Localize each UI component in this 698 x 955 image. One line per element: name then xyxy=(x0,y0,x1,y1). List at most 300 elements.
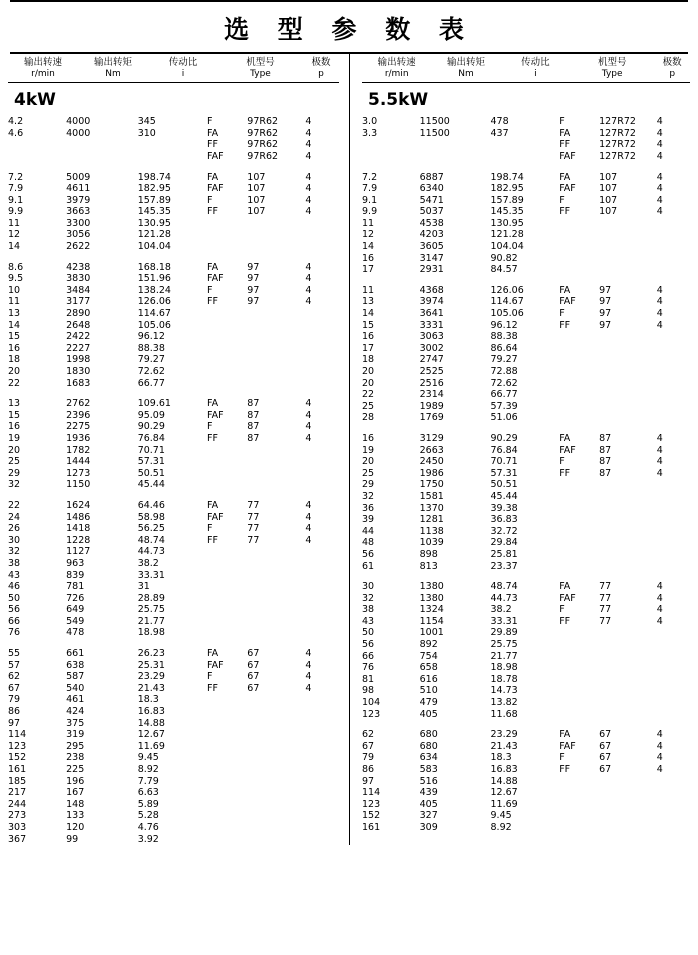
spec-table xyxy=(8,116,339,845)
cell-model: 87 xyxy=(247,432,260,444)
cell-model xyxy=(247,718,305,730)
cell-type-prefix: FF xyxy=(559,206,571,218)
table-row xyxy=(8,445,339,457)
cell-output-torque: 549 xyxy=(66,615,85,627)
cell-output-speed: 97 xyxy=(8,717,21,729)
table-row xyxy=(362,296,690,308)
cell-output-torque: 6887 xyxy=(419,171,444,183)
cell-model xyxy=(247,354,305,366)
cell-output-speed: 36 xyxy=(362,502,375,514)
cell-model xyxy=(247,581,305,593)
columns-container xyxy=(8,54,690,845)
cell-type-prefix: FF xyxy=(559,467,571,479)
cell-poles xyxy=(657,412,690,424)
cell-output-torque: 2762 xyxy=(66,398,91,410)
cell-model xyxy=(599,561,657,573)
table-row xyxy=(8,343,339,355)
table-row xyxy=(362,741,690,753)
cell-output-speed: 22 xyxy=(362,389,375,401)
header-ratio-cn: 传动比 xyxy=(521,57,550,68)
cell-model: 97 xyxy=(599,308,612,320)
cell-poles xyxy=(657,491,690,503)
header-poles xyxy=(654,57,690,80)
cell-model xyxy=(599,709,657,721)
cell-type-prefix: F xyxy=(207,421,213,433)
cell-output-torque: 1324 xyxy=(419,604,444,616)
cell-poles: 4 xyxy=(305,511,312,523)
table-row xyxy=(362,320,690,332)
table-row xyxy=(362,139,690,151)
cell-output-speed: 43 xyxy=(362,615,375,627)
cell-type-prefix xyxy=(207,378,247,390)
cell-poles: 4 xyxy=(305,398,312,410)
cell-model: 77 xyxy=(599,615,612,627)
cell-output-speed: 16 xyxy=(362,252,375,264)
cell-type-prefix: FAF xyxy=(559,296,576,308)
cell-poles: 4 xyxy=(656,296,663,308)
cell-ratio: 182.95 xyxy=(490,183,524,195)
table-row xyxy=(362,514,690,526)
cell-output-speed: 217 xyxy=(8,787,27,799)
table-row xyxy=(8,616,339,628)
cell-ratio: 437 xyxy=(490,127,509,139)
column-55kw xyxy=(349,54,690,845)
table-row xyxy=(8,660,339,672)
cell-ratio: 45.44 xyxy=(490,490,518,502)
table-row xyxy=(8,479,339,491)
cell-output-speed: 38 xyxy=(8,557,21,569)
cell-output-torque: 3979 xyxy=(66,194,91,206)
cell-poles: 4 xyxy=(656,183,663,195)
cell-ratio: 14.88 xyxy=(137,717,165,729)
cell-output-torque: 1936 xyxy=(66,432,91,444)
cell-poles xyxy=(657,514,690,526)
table-row xyxy=(362,366,690,378)
cell-poles: 4 xyxy=(305,534,312,546)
cell-output-torque: 424 xyxy=(66,706,85,718)
cell-output-speed: 15 xyxy=(8,409,21,421)
cell-output-speed: 11 xyxy=(362,284,375,296)
table-row xyxy=(8,639,339,660)
cell-model xyxy=(247,706,305,718)
cell-type-prefix: F xyxy=(207,194,213,206)
cell-type-prefix xyxy=(559,514,599,526)
cell-type-prefix xyxy=(559,218,599,230)
table-row xyxy=(8,389,339,410)
cell-poles xyxy=(657,241,690,253)
cell-poles: 4 xyxy=(656,150,663,162)
cell-poles: 4 xyxy=(305,432,312,444)
cell-type-prefix: F xyxy=(207,116,213,128)
table-row xyxy=(8,354,339,366)
cell-ratio: 9.45 xyxy=(137,752,159,764)
cell-output-torque: 5037 xyxy=(419,206,444,218)
cell-ratio: 57.31 xyxy=(490,467,518,479)
cell-ratio: 182.95 xyxy=(137,183,171,195)
cell-type-prefix xyxy=(207,799,247,811)
header-ratio-unit: i xyxy=(534,68,537,79)
cell-poles: 4 xyxy=(305,171,312,183)
cell-output-speed: 19 xyxy=(362,444,375,456)
cell-output-speed: 18 xyxy=(362,354,375,366)
table-row xyxy=(8,195,339,207)
cell-ratio: 79.27 xyxy=(137,354,165,366)
table-row xyxy=(8,273,339,285)
cell-model: 67 xyxy=(599,752,612,764)
cell-output-torque: 2663 xyxy=(419,444,444,456)
table-row xyxy=(362,331,690,343)
cell-output-torque: 1989 xyxy=(419,400,444,412)
cell-model: 77 xyxy=(247,511,260,523)
cell-output-torque: 238 xyxy=(66,752,85,764)
cell-ratio: 157.89 xyxy=(137,194,171,206)
cell-output-torque: 680 xyxy=(419,729,438,741)
cell-output-torque: 196 xyxy=(66,775,85,787)
cell-type-prefix xyxy=(207,366,247,378)
cell-model xyxy=(599,787,657,799)
cell-output-torque: 658 xyxy=(419,662,438,674)
cell-model: 67 xyxy=(599,740,612,752)
cell-output-torque: 2227 xyxy=(66,342,91,354)
cell-output-speed: 4.2 xyxy=(8,116,24,128)
cell-type-prefix xyxy=(207,616,247,628)
cell-ratio: 21.77 xyxy=(490,650,518,662)
cell-output-speed: 15 xyxy=(8,331,21,343)
cell-ratio: 109.61 xyxy=(137,398,171,410)
cell-model: 97R62 xyxy=(247,150,279,162)
cell-ratio: 157.89 xyxy=(490,194,524,206)
cell-poles xyxy=(305,445,339,457)
cell-ratio: 70.71 xyxy=(137,444,165,456)
table-row xyxy=(8,787,339,799)
cell-model xyxy=(247,799,305,811)
cell-output-speed: 32 xyxy=(362,490,375,502)
table-row xyxy=(362,401,690,413)
cell-model xyxy=(247,729,305,741)
cell-output-speed: 86 xyxy=(362,764,375,775)
table-row xyxy=(362,651,690,663)
cell-type-prefix: FAF xyxy=(559,740,576,752)
cell-model: 67 xyxy=(247,648,260,660)
column-4kw xyxy=(8,54,349,845)
table-row xyxy=(362,674,690,686)
cell-model xyxy=(599,331,657,343)
cell-output-speed: 12 xyxy=(362,229,375,241)
cell-type-prefix xyxy=(207,546,247,558)
cell-poles xyxy=(657,561,690,573)
cell-output-torque: 2275 xyxy=(66,421,91,433)
cell-poles xyxy=(657,253,690,265)
cell-type-prefix: FA xyxy=(559,432,571,444)
cell-output-torque: 510 xyxy=(419,685,438,697)
header-type-cn: 机型号 xyxy=(246,57,275,68)
header-ratio-cn: 传动比 xyxy=(168,57,198,68)
table-row xyxy=(8,218,339,230)
cell-ratio: 70.71 xyxy=(490,456,518,468)
cell-model: 77 xyxy=(599,604,612,616)
cell-output-torque: 2516 xyxy=(419,377,444,389)
cell-poles xyxy=(657,709,690,721)
cell-type-prefix: FA xyxy=(207,171,219,183)
cell-model: 127R72 xyxy=(599,139,636,151)
cell-type-prefix: FA xyxy=(207,499,219,511)
cell-output-speed: 62 xyxy=(362,729,375,741)
header-type xyxy=(570,57,654,80)
cell-ratio: 33.31 xyxy=(490,615,518,627)
header-type-unit: Type xyxy=(250,68,271,79)
header-ratio-unit: i xyxy=(181,68,185,79)
cell-poles: 4 xyxy=(305,682,312,694)
cell-model: 107 xyxy=(599,183,618,195)
cell-output-torque: 1001 xyxy=(419,627,444,639)
cell-output-speed: 13 xyxy=(362,296,375,308)
cell-ratio: 36.83 xyxy=(490,514,518,526)
cell-type-prefix: F xyxy=(559,604,565,616)
cell-ratio: 18.98 xyxy=(490,662,518,674)
cell-ratio: 105.06 xyxy=(137,319,171,331)
cell-output-speed: 98 xyxy=(362,685,375,697)
cell-ratio: 310 xyxy=(137,127,156,139)
cell-type-prefix: FA xyxy=(207,261,219,273)
table-row xyxy=(362,424,690,445)
table-row xyxy=(362,503,690,515)
cell-output-torque: 3484 xyxy=(66,284,91,296)
table-row xyxy=(362,116,690,128)
cell-ratio: 138.24 xyxy=(137,284,171,296)
cell-poles xyxy=(305,604,339,616)
table-row xyxy=(8,741,339,753)
table-row xyxy=(362,616,690,628)
cell-output-torque: 375 xyxy=(66,717,85,729)
cell-ratio: 95.09 xyxy=(137,409,165,421)
cell-type-prefix xyxy=(207,354,247,366)
cell-output-speed: 10 xyxy=(8,284,21,296)
cell-type-prefix xyxy=(559,491,599,503)
cell-poles: 4 xyxy=(305,127,312,139)
cell-ratio: 31 xyxy=(137,581,150,593)
cell-ratio: 104.04 xyxy=(490,241,524,253)
header-type-unit: Type xyxy=(601,68,623,79)
cell-model: 87 xyxy=(247,409,260,421)
cell-output-speed: 29 xyxy=(8,467,21,479)
cell-poles xyxy=(657,685,690,697)
cell-type-prefix: FAF xyxy=(207,150,224,162)
cell-type-prefix: FF xyxy=(559,615,571,627)
cell-poles: 4 xyxy=(656,284,663,296)
cell-ratio: 151.96 xyxy=(137,273,171,285)
cell-output-speed: 66 xyxy=(362,650,375,662)
header-poles-cn: 极数 xyxy=(311,57,331,68)
cell-poles: 4 xyxy=(305,523,312,535)
table-row xyxy=(8,671,339,683)
cell-output-torque: 1281 xyxy=(419,514,444,526)
cell-model: 67 xyxy=(247,671,260,683)
cell-output-speed: 24 xyxy=(8,511,21,523)
cell-output-speed: 14 xyxy=(362,241,375,253)
cell-poles xyxy=(305,331,339,343)
cell-output-torque: 5009 xyxy=(66,171,91,183)
cell-ratio: 50.51 xyxy=(490,479,518,491)
table-row xyxy=(362,468,690,480)
cell-poles xyxy=(657,343,690,355)
cell-poles xyxy=(657,627,690,639)
table-row xyxy=(8,241,339,253)
cell-ratio: 16.83 xyxy=(490,764,518,775)
cell-output-torque: 1418 xyxy=(66,523,91,535)
table-row xyxy=(8,706,339,718)
table-row xyxy=(8,139,339,151)
cell-output-torque: 1683 xyxy=(66,377,91,389)
cell-output-speed: 9.1 xyxy=(8,194,24,206)
cell-type-prefix xyxy=(559,354,599,366)
table-row xyxy=(8,128,339,140)
cell-output-torque xyxy=(420,151,491,163)
cell-model xyxy=(247,456,305,468)
cell-type-prefix xyxy=(207,764,247,776)
cell-poles xyxy=(305,570,339,582)
cell-output-torque: 2525 xyxy=(419,366,444,377)
cell-poles: 4 xyxy=(305,421,312,433)
cell-poles xyxy=(305,468,339,480)
cell-type-prefix: FF xyxy=(559,319,571,331)
cell-poles: 4 xyxy=(656,615,663,627)
cell-model xyxy=(599,343,657,355)
cell-poles: 4 xyxy=(656,444,663,456)
data-table-55kw xyxy=(362,116,690,833)
cell-output-speed: 185 xyxy=(8,775,27,787)
cell-type-prefix xyxy=(559,810,599,822)
cell-output-speed: 32 xyxy=(362,592,375,604)
cell-output-speed: 13 xyxy=(8,398,21,410)
cell-output-speed: 114 xyxy=(362,787,381,799)
cell-type-prefix: F xyxy=(559,116,565,128)
cell-output-torque xyxy=(420,139,491,151)
cell-type-prefix xyxy=(207,320,247,332)
table-row xyxy=(8,776,339,788)
cell-output-torque: 2314 xyxy=(419,389,444,401)
cell-model: 87 xyxy=(247,421,260,433)
cell-model xyxy=(599,537,657,549)
cell-poles xyxy=(657,799,690,811)
cell-type-prefix xyxy=(207,694,247,706)
cell-output-torque: 11500 xyxy=(419,116,450,128)
cell-poles xyxy=(657,787,690,799)
cell-ratio: 29.84 xyxy=(490,537,518,549)
cell-output-torque: 3641 xyxy=(419,308,444,320)
cell-output-torque: 1380 xyxy=(419,592,444,604)
cell-output-speed: 44 xyxy=(362,525,375,537)
table-row xyxy=(8,456,339,468)
header-poles xyxy=(303,57,339,80)
table-row xyxy=(362,627,690,639)
table-row xyxy=(362,343,690,355)
cell-ratio: 29.89 xyxy=(490,627,518,639)
cell-output-torque: 3129 xyxy=(419,432,444,444)
cell-model xyxy=(247,604,305,616)
cell-output-speed: 7.2 xyxy=(362,171,378,183)
cell-output-torque: 3300 xyxy=(66,217,91,229)
cell-output-speed: 66 xyxy=(8,615,21,627)
table-row xyxy=(8,468,339,480)
cell-ratio: 44.73 xyxy=(137,546,165,558)
cell-output-torque: 754 xyxy=(419,650,438,662)
cell-output-torque: 839 xyxy=(66,569,85,581)
cell-ratio: 21.77 xyxy=(137,615,165,627)
cell-poles: 4 xyxy=(305,139,312,151)
header-poles-unit: p xyxy=(669,68,676,79)
cell-model: 107 xyxy=(247,171,266,183)
cell-model xyxy=(247,343,305,355)
table-row xyxy=(362,549,690,561)
table-row xyxy=(8,421,339,433)
table-row xyxy=(362,206,690,218)
cell-type-prefix xyxy=(559,561,599,573)
cell-output-speed: 273 xyxy=(8,810,27,822)
cell-ratio: 5.28 xyxy=(137,810,159,822)
header-type xyxy=(218,57,303,80)
cell-output-speed: 3.3 xyxy=(362,127,378,139)
cell-poles xyxy=(305,558,339,570)
cell-poles: 4 xyxy=(656,764,663,775)
table-row xyxy=(362,752,690,764)
cell-ratio: 3.92 xyxy=(137,833,159,845)
cell-type-prefix: FAF xyxy=(207,511,224,523)
cell-output-torque: 478 xyxy=(66,627,85,639)
cell-model: 107 xyxy=(247,194,266,206)
cell-ratio: 25.81 xyxy=(490,548,518,560)
cell-poles: 4 xyxy=(656,308,663,320)
cell-type-prefix: FF xyxy=(207,432,218,444)
cell-poles xyxy=(657,697,690,709)
cell-model: 127R72 xyxy=(599,150,636,162)
cell-output-torque: 4203 xyxy=(419,229,444,241)
cell-output-torque: 2890 xyxy=(66,308,91,320)
cell-output-speed: 17 xyxy=(362,264,375,276)
table-row xyxy=(362,276,690,297)
cell-type-prefix xyxy=(559,627,599,639)
cell-output-speed: 123 xyxy=(362,798,381,810)
cell-type-prefix xyxy=(207,787,247,799)
cell-model xyxy=(599,549,657,561)
cell-model xyxy=(599,674,657,686)
cell-ratio: 121.28 xyxy=(490,229,524,241)
cell-ratio: 345 xyxy=(137,116,156,128)
table-row xyxy=(362,151,690,163)
cell-output-torque: 661 xyxy=(66,648,85,660)
table-row xyxy=(362,445,690,457)
cell-output-speed xyxy=(362,139,420,151)
cell-type-prefix: FA xyxy=(559,581,571,593)
cell-output-speed: 25 xyxy=(362,467,375,479)
cell-type-prefix xyxy=(207,308,247,320)
cell-poles xyxy=(657,401,690,413)
table-row xyxy=(8,683,339,695)
cell-model: 107 xyxy=(599,194,618,206)
cell-type-prefix xyxy=(559,549,599,561)
cell-output-speed: 76 xyxy=(8,627,21,639)
cell-ratio: 198.74 xyxy=(490,171,524,183)
cell-model xyxy=(599,253,657,265)
cell-ratio: 145.35 xyxy=(490,206,524,218)
cell-poles xyxy=(305,229,339,241)
cell-poles xyxy=(305,546,339,558)
cell-type-prefix xyxy=(207,218,247,230)
cell-output-torque: 479 xyxy=(419,697,438,709)
cell-ratio: 16.83 xyxy=(137,706,165,718)
cell-type-prefix xyxy=(207,741,247,753)
cell-model xyxy=(247,570,305,582)
cell-ratio: 90.82 xyxy=(490,252,518,264)
